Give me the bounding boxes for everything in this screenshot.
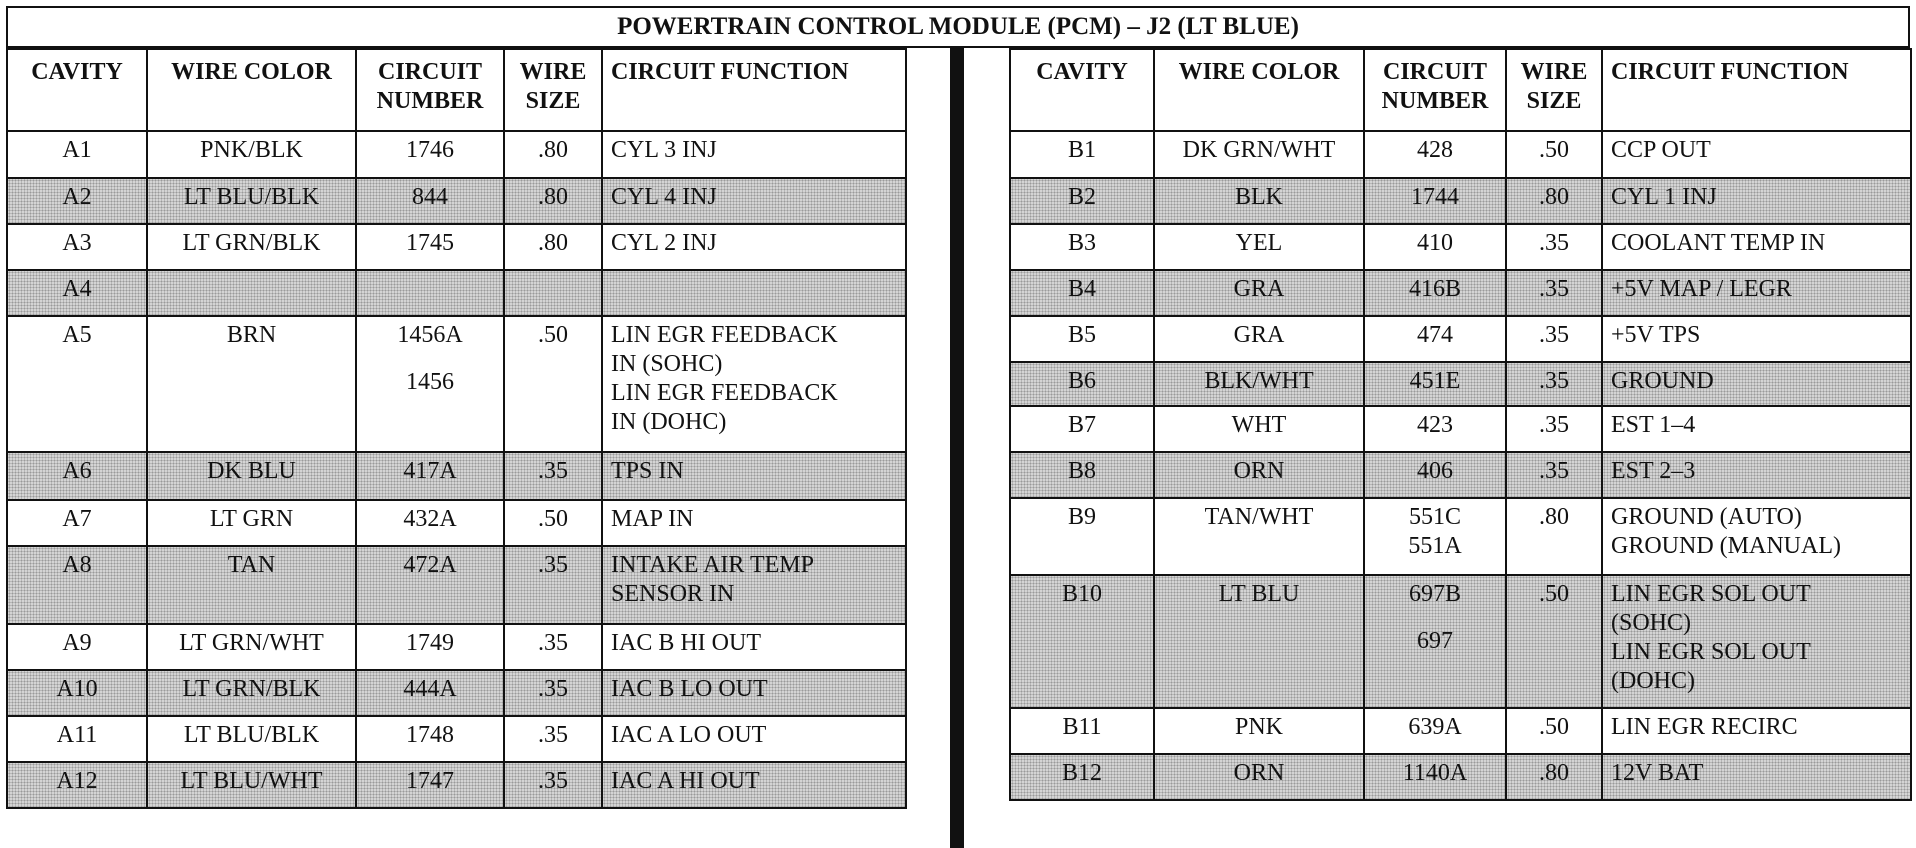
cavity-cell: B1	[1010, 131, 1154, 178]
cavity-cell: A3	[7, 224, 147, 270]
circuit-number-cell: 551C 551A	[1364, 498, 1506, 575]
header-circuit-number: CIRCUIT NUMBER	[356, 49, 504, 131]
wire-color-cell: DK GRN/WHT	[1154, 131, 1364, 178]
wire-size-cell: .50	[504, 500, 602, 546]
wire-color-cell: YEL	[1154, 224, 1364, 270]
circuit-function-cell: CCP OUT	[1602, 131, 1911, 178]
wire-color-cell: LT GRN	[147, 500, 356, 546]
wire-size-cell: .80	[504, 131, 602, 178]
table-row	[1010, 708, 1911, 754]
wire-size-cell: .80	[1506, 498, 1602, 575]
table-row	[7, 452, 906, 500]
wire-color-cell: DK BLU	[147, 452, 356, 500]
wire-color-cell: WHT	[1154, 406, 1364, 452]
table-row	[1010, 498, 1911, 575]
circuit-function-cell: EST 1–4	[1602, 406, 1911, 452]
circuit-number-cell: 417A	[356, 452, 504, 500]
header-wire-color: WIRE COLOR	[1154, 49, 1364, 131]
table-row	[7, 178, 906, 224]
wire-size-cell: .35	[1506, 406, 1602, 452]
wire-size-cell: .35	[1506, 224, 1602, 270]
cavity-cell: B6	[1010, 362, 1154, 406]
wire-color-cell	[147, 270, 356, 316]
circuit-number-cell: 474	[1364, 316, 1506, 362]
page-title: POWERTRAIN CONTROL MODULE (PCM) – J2 (LT BLUE)	[6, 6, 1910, 48]
wire-color-cell: PNK/BLK	[147, 131, 356, 178]
table-row	[1010, 452, 1911, 498]
cavity-cell: A2	[7, 178, 147, 224]
circuit-function-cell: IAC B HI OUT	[602, 624, 906, 670]
circuit-function-cell: EST 2–3	[1602, 452, 1911, 498]
wire-size-cell: .50	[1506, 575, 1602, 708]
table-row	[7, 500, 906, 546]
circuit-function-cell: CYL 2 INJ	[602, 224, 906, 270]
header-wire-color: WIRE COLOR	[147, 49, 356, 131]
wire-size-cell: .35	[1506, 270, 1602, 316]
cavity-cell: A6	[7, 452, 147, 500]
cavity-cell: A5	[7, 316, 147, 452]
circuit-number-cell: 432A	[356, 500, 504, 546]
circuit-number-cell: 406	[1364, 452, 1506, 498]
table-row	[1010, 178, 1911, 224]
wire-color-cell: GRA	[1154, 270, 1364, 316]
header-circuit-number: CIRCUIT NUMBER	[1364, 49, 1506, 131]
table-row	[7, 624, 906, 670]
wire-size-cell: .80	[1506, 754, 1602, 800]
wire-color-cell: ORN	[1154, 452, 1364, 498]
cavity-cell: A11	[7, 716, 147, 762]
table-row	[7, 224, 906, 270]
circuit-function-cell: IAC A HI OUT	[602, 762, 906, 808]
cavity-cell: B7	[1010, 406, 1154, 452]
cavity-cell: B10	[1010, 575, 1154, 708]
circuit-function-cell: CYL 4 INJ	[602, 178, 906, 224]
cavity-cell: A7	[7, 500, 147, 546]
cavity-cell: A4	[7, 270, 147, 316]
wire-size-cell: .35	[504, 546, 602, 624]
wire-color-cell: ORN	[1154, 754, 1364, 800]
wire-size-cell: .80	[1506, 178, 1602, 224]
circuit-number-cell: 428	[1364, 131, 1506, 178]
circuit-number-cell: 1747	[356, 762, 504, 808]
wire-color-cell: LT GRN/BLK	[147, 224, 356, 270]
table-row	[1010, 224, 1911, 270]
table-row	[7, 270, 906, 316]
circuit-function-cell: LIN EGR SOL OUT (SOHC) LIN EGR SOL OUT (DOHC)	[1602, 575, 1911, 708]
wire-color-cell: LT BLU/BLK	[147, 178, 356, 224]
header-wire-size: WIRE SIZE	[504, 49, 602, 131]
circuit-function-cell: CYL 1 INJ	[1602, 178, 1911, 224]
cavity-cell: B2	[1010, 178, 1154, 224]
center-divider	[950, 48, 964, 848]
header-cavity: CAVITY	[1010, 49, 1154, 131]
cavity-cell: A8	[7, 546, 147, 624]
wire-size-cell	[504, 270, 602, 316]
circuit-function-cell: GROUND (AUTO) GROUND (MANUAL)	[1602, 498, 1911, 575]
header-cavity: CAVITY	[7, 49, 147, 131]
wire-size-cell: .35	[504, 670, 602, 716]
cavity-cell: B11	[1010, 708, 1154, 754]
left-pinout-table	[6, 48, 907, 809]
circuit-function-cell: 12V BAT	[1602, 754, 1911, 800]
wire-color-cell: PNK	[1154, 708, 1364, 754]
circuit-number-cell: 639A	[1364, 708, 1506, 754]
wire-size-cell: .35	[1506, 316, 1602, 362]
circuit-number-cell: 1749	[356, 624, 504, 670]
cavity-cell: B5	[1010, 316, 1154, 362]
wire-color-cell: BLK	[1154, 178, 1364, 224]
table-row	[1010, 754, 1911, 800]
circuit-number-cell: 1746	[356, 131, 504, 178]
circuit-function-cell: MAP IN	[602, 500, 906, 546]
circuit-function-cell: GROUND	[1602, 362, 1911, 406]
cavity-cell: A1	[7, 131, 147, 178]
wire-size-cell: .50	[504, 316, 602, 452]
table-header-row	[1010, 49, 1911, 131]
wire-color-cell: LT BLU	[1154, 575, 1364, 708]
wire-color-cell: LT GRN/BLK	[147, 670, 356, 716]
wire-size-cell: .80	[504, 224, 602, 270]
cavity-cell: B3	[1010, 224, 1154, 270]
circuit-function-cell: LIN EGR RECIRC	[1602, 708, 1911, 754]
wire-size-cell: .50	[1506, 708, 1602, 754]
circuit-function-cell: IAC B LO OUT	[602, 670, 906, 716]
wire-color-cell: LT GRN/WHT	[147, 624, 356, 670]
wire-color-cell: BLK/WHT	[1154, 362, 1364, 406]
table-row	[7, 316, 906, 452]
circuit-number-cell: 444A	[356, 670, 504, 716]
table-row	[1010, 406, 1911, 452]
wire-size-cell: .35	[504, 624, 602, 670]
table-row	[1010, 131, 1911, 178]
table-row	[7, 546, 906, 624]
circuit-number-cell: 1745	[356, 224, 504, 270]
cavity-cell: A12	[7, 762, 147, 808]
circuit-number-cell: 697B 697	[1364, 575, 1506, 708]
table-row	[7, 762, 906, 808]
circuit-number-cell: 1748	[356, 716, 504, 762]
right-pinout-table	[1009, 48, 1912, 801]
table-header-row	[7, 49, 906, 131]
wire-color-cell: LT BLU/WHT	[147, 762, 356, 808]
circuit-function-cell: COOLANT TEMP IN	[1602, 224, 1911, 270]
circuit-function-cell: TPS IN	[602, 452, 906, 500]
circuit-function-cell: +5V TPS	[1602, 316, 1911, 362]
wire-color-cell: TAN/WHT	[1154, 498, 1364, 575]
circuit-number-cell: 423	[1364, 406, 1506, 452]
wire-color-cell: BRN	[147, 316, 356, 452]
table-row	[1010, 270, 1911, 316]
wire-size-cell: .35	[1506, 362, 1602, 406]
circuit-number-cell: 844	[356, 178, 504, 224]
wire-size-cell: .35	[504, 452, 602, 500]
table-row	[1010, 575, 1911, 708]
circuit-number-cell: 1456A 1456	[356, 316, 504, 452]
table-row	[7, 131, 906, 178]
cavity-cell: B8	[1010, 452, 1154, 498]
header-circuit-function: CIRCUIT FUNCTION	[602, 49, 906, 131]
cavity-cell: A9	[7, 624, 147, 670]
circuit-function-cell: +5V MAP / LEGR	[1602, 270, 1911, 316]
circuit-function-cell: CYL 3 INJ	[602, 131, 906, 178]
wire-size-cell: .35	[504, 762, 602, 808]
circuit-number-cell: 451E	[1364, 362, 1506, 406]
circuit-number-cell: 1140A	[1364, 754, 1506, 800]
circuit-function-cell: INTAKE AIR TEMP SENSOR IN	[602, 546, 906, 624]
header-circuit-function: CIRCUIT FUNCTION	[1602, 49, 1911, 131]
circuit-function-cell	[602, 270, 906, 316]
cavity-cell: B4	[1010, 270, 1154, 316]
cavity-cell: B9	[1010, 498, 1154, 575]
table-row	[7, 716, 906, 762]
wire-size-cell: .35	[504, 716, 602, 762]
cavity-cell: B12	[1010, 754, 1154, 800]
header-wire-size: WIRE SIZE	[1506, 49, 1602, 131]
circuit-function-cell: IAC A LO OUT	[602, 716, 906, 762]
wire-color-cell: LT BLU/BLK	[147, 716, 356, 762]
circuit-function-cell: LIN EGR FEEDBACK IN (SOHC) LIN EGR FEEDBACK IN (DOHC)	[602, 316, 906, 452]
circuit-number-cell: 472A	[356, 546, 504, 624]
table-row	[1010, 316, 1911, 362]
table-row	[7, 670, 906, 716]
circuit-number-cell: 410	[1364, 224, 1506, 270]
wire-size-cell: .35	[1506, 452, 1602, 498]
circuit-number-cell: 416B	[1364, 270, 1506, 316]
table-row	[1010, 362, 1911, 406]
wire-size-cell: .80	[504, 178, 602, 224]
cavity-cell: A10	[7, 670, 147, 716]
wire-color-cell: GRA	[1154, 316, 1364, 362]
wire-color-cell: TAN	[147, 546, 356, 624]
wire-size-cell: .50	[1506, 131, 1602, 178]
circuit-number-cell	[356, 270, 504, 316]
circuit-number-cell: 1744	[1364, 178, 1506, 224]
